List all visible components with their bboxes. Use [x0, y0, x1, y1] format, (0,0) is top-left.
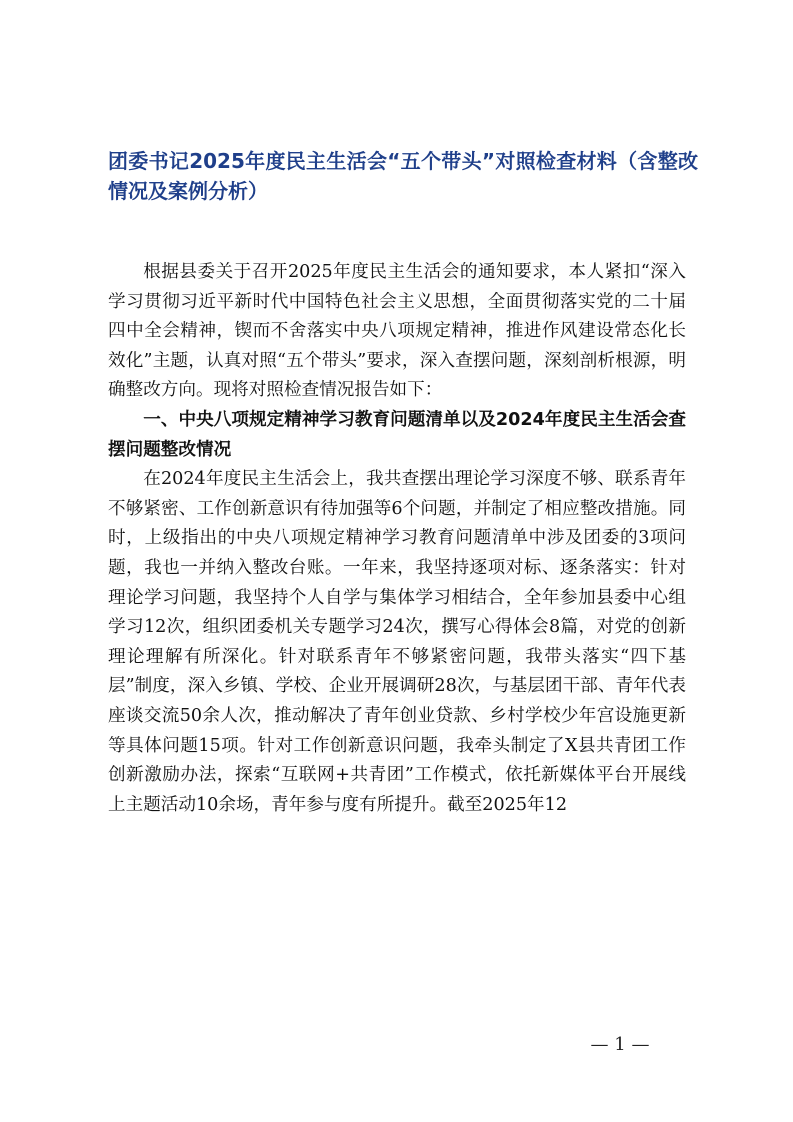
- intro-paragraph: 根据县委关于召开2025年度民主生活会的通知要求，本人紧扣“深入学习贯彻习近平新时代中国特色社会主义思想，全面贯彻落实党的二十届四中全会精神，锲而不舍落实中央八项规定精神，推进作风建设常态化长效化”主题，认真对照“五个带头”要求，深入查摆问题，深刻剖析根源，明确整改方向。现将对照检查情况报告如下：: [108, 262, 686, 401]
- page-number: — 1 —: [590, 1034, 650, 1055]
- document-title: 团委书记2025年度民主生活会“五个带头”对照检查材料（含整改情况及案例分析）: [108, 149, 698, 203]
- document-body: [108, 258, 686, 820]
- section-paragraph: 在2024年度民主生活会上，我共查摆出理论学习深度不够、联系青年不够紧密、工作创新意识有待加强等6个问题，并制定了相应整改措施。同时，上级指出的中央八项规定精神学习教育问题清单中涉及团委的3项问题，我也一并纳入整改台账。一年来，我坚持逐项对标、逐条落实：针对理论学习问题，我坚持个人自学与集体学习相结合，全年参加县委中心组学习12次，组织团委机关专题学习24次，撰写心得体会8篇，对党的创新理论理解有所深化。针对联系青年不够紧密问题，我带头落实“四下基层”制度，深入乡镇、学校、企业开展调研28次，与基层团干部、青年代表座谈交流50余人次，推动解决了青年创业贷款、乡村学校少年宫设施更新等具体问题15项。针对工作创新意识问题，我牵头制定了X县共青团工作创新激励办法，探索“互联网+共青团”工作模式，依托新媒体平台开展线上主题活动10余场，青年参与度有所提升。截至2025年12: [108, 469, 686, 815]
- section-heading: 一、中央八项规定精神学习教育问题清单以及2024年度民主生活会查摆问题整改情况: [108, 409, 686, 460]
